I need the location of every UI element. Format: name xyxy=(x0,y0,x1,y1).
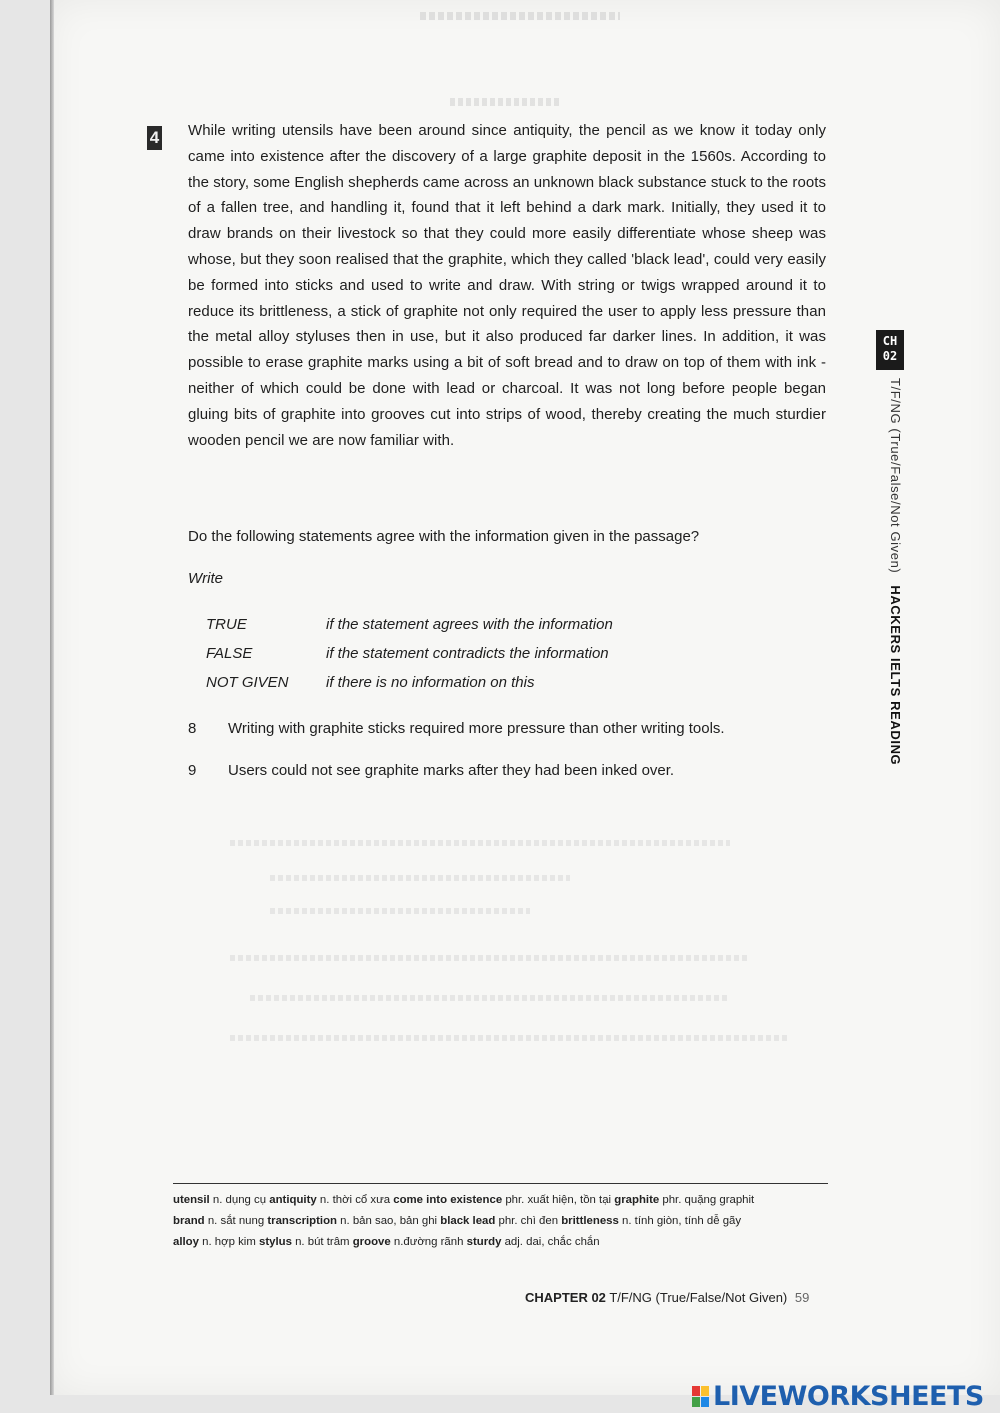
chapter-tab-line1: CH xyxy=(882,334,898,348)
liveworksheets-watermark[interactable] xyxy=(692,1380,992,1413)
sidebar-chapter-label: T/F/NG (True/False/Not Given) xyxy=(888,378,903,574)
sidebar-running-title xyxy=(888,378,903,766)
bleed-through-subheader xyxy=(450,98,560,106)
ghost-line xyxy=(230,840,730,846)
legend-key: NOT GIVEN xyxy=(206,674,289,691)
glossary-def: adj. dai, chắc chắn xyxy=(504,1236,600,1248)
answer-legend xyxy=(206,610,806,697)
question-text: Users could not see graphite marks after they had been inked over. xyxy=(228,762,675,779)
glossary-term: stylus xyxy=(259,1236,292,1248)
footnote-divider xyxy=(173,1183,828,1184)
page-number: 59 xyxy=(794,1290,810,1305)
glossary-term: groove xyxy=(352,1236,391,1248)
legend-row-not-given xyxy=(206,668,806,697)
passage-paragraph: While writing utensils have been around since antiquity, the pencil as we know it today only came into existence after the discovery of a large graphite deposit in the 1560s. According to the story, some English shepherds came across an unknown black substance stuck to the roots of a fallen tree, and handling it, found that it left behind a dark mark. Initially, they used it to draw brands on their livestock so that they could more easily differentiate whose sheep was whose, but they soon realised that the graphite, which they called 'black lead', could very easily be formed into sticks and used to write and draw. With string or twigs wrapped around it to reduce its brittleness, a stick of graphite not only required the user to apply less pressure than the metal alloy styluses then in use, but it also produced far darker lines. In addition, it was possible to erase graphite marks using a bit of soft bread and to draw on top of them with ink - neither of which could be done with lead or charcoal. It was not long before people began gluing bits of graphite into grooves cut into strips of wood, thereby creating the much sturdier wooden pencil we are now familiar with. xyxy=(188,122,826,449)
footer-chapter: CHAPTER 02 xyxy=(525,1290,606,1305)
brand-name: LIVEWORKSHEETS xyxy=(713,1381,984,1412)
ghost-line xyxy=(250,995,730,1001)
legend-key: FALSE xyxy=(206,645,253,662)
glossary-def: n. dụng cụ xyxy=(212,1194,267,1206)
vocabulary-glossary xyxy=(173,1190,833,1253)
legend-key: TRUE xyxy=(206,616,247,633)
glossary-term: utensil xyxy=(173,1194,210,1206)
legend-meaning: if there is no information on this xyxy=(326,674,535,691)
glossary-line xyxy=(173,1232,833,1253)
glossary-def: n.đường rãnh xyxy=(393,1236,464,1248)
ghost-line xyxy=(230,955,750,961)
glossary-term: graphite xyxy=(614,1194,660,1206)
glossary-def: n. bút trâm xyxy=(295,1236,350,1248)
question-number: 8 xyxy=(188,720,197,737)
glossary-def: n. bản sao, bản ghi xyxy=(340,1215,438,1227)
liveworksheets-logo-icon xyxy=(692,1386,710,1408)
scan-edge-shadow xyxy=(50,0,54,1395)
write-label: Write xyxy=(188,570,223,587)
sidebar-book-title: HACKERS IELTS READING xyxy=(888,585,903,766)
question-list xyxy=(188,720,828,804)
section-number-badge: 4 xyxy=(147,126,162,150)
glossary-term: alloy xyxy=(173,1236,199,1248)
question-item xyxy=(188,720,828,762)
glossary-def: phr. chì đen xyxy=(498,1215,559,1227)
reading-passage xyxy=(188,118,826,453)
glossary-term: antiquity xyxy=(269,1194,317,1206)
glossary-term: transcription xyxy=(267,1215,337,1227)
legend-meaning: if the statement agrees with the information xyxy=(326,616,613,633)
glossary-term: brand xyxy=(173,1215,205,1227)
glossary-term: black lead xyxy=(440,1215,496,1227)
question-number: 9 xyxy=(188,762,197,779)
glossary-line xyxy=(173,1211,833,1232)
footer-title: T/F/NG (True/False/Not Given) xyxy=(609,1290,788,1305)
ghost-line xyxy=(270,908,530,914)
instructions-question: Do the following statements agree with the information given in the passage? xyxy=(188,528,700,545)
page-footer xyxy=(525,1290,809,1305)
glossary-term: brittleness xyxy=(561,1215,619,1227)
bleed-through-text xyxy=(230,830,830,1060)
glossary-def: n. hợp kim xyxy=(202,1236,256,1248)
glossary-def: n. sắt nung xyxy=(207,1215,265,1227)
chapter-tab-line2: 02 xyxy=(882,349,898,363)
glossary-line xyxy=(173,1190,833,1211)
glossary-def: phr. xuất hiện, tồn tại xyxy=(505,1194,612,1206)
glossary-term: come into existence xyxy=(393,1194,503,1206)
ghost-line xyxy=(270,875,570,881)
bleed-through-header xyxy=(420,12,620,20)
chapter-tab xyxy=(876,330,904,370)
glossary-def: n. thời cổ xưa xyxy=(319,1194,391,1206)
question-text: Writing with graphite sticks required more pressure than other writing tools. xyxy=(228,720,725,737)
glossary-def: phr. quặng graphit xyxy=(662,1194,755,1206)
legend-row-true xyxy=(206,610,806,639)
question-item xyxy=(188,762,828,804)
glossary-def: n. tính giòn, tính dễ gãy xyxy=(622,1215,742,1227)
ghost-line xyxy=(230,1035,790,1041)
legend-row-false xyxy=(206,639,806,668)
legend-meaning: if the statement contradicts the information xyxy=(326,645,609,662)
glossary-term: sturdy xyxy=(466,1236,502,1248)
